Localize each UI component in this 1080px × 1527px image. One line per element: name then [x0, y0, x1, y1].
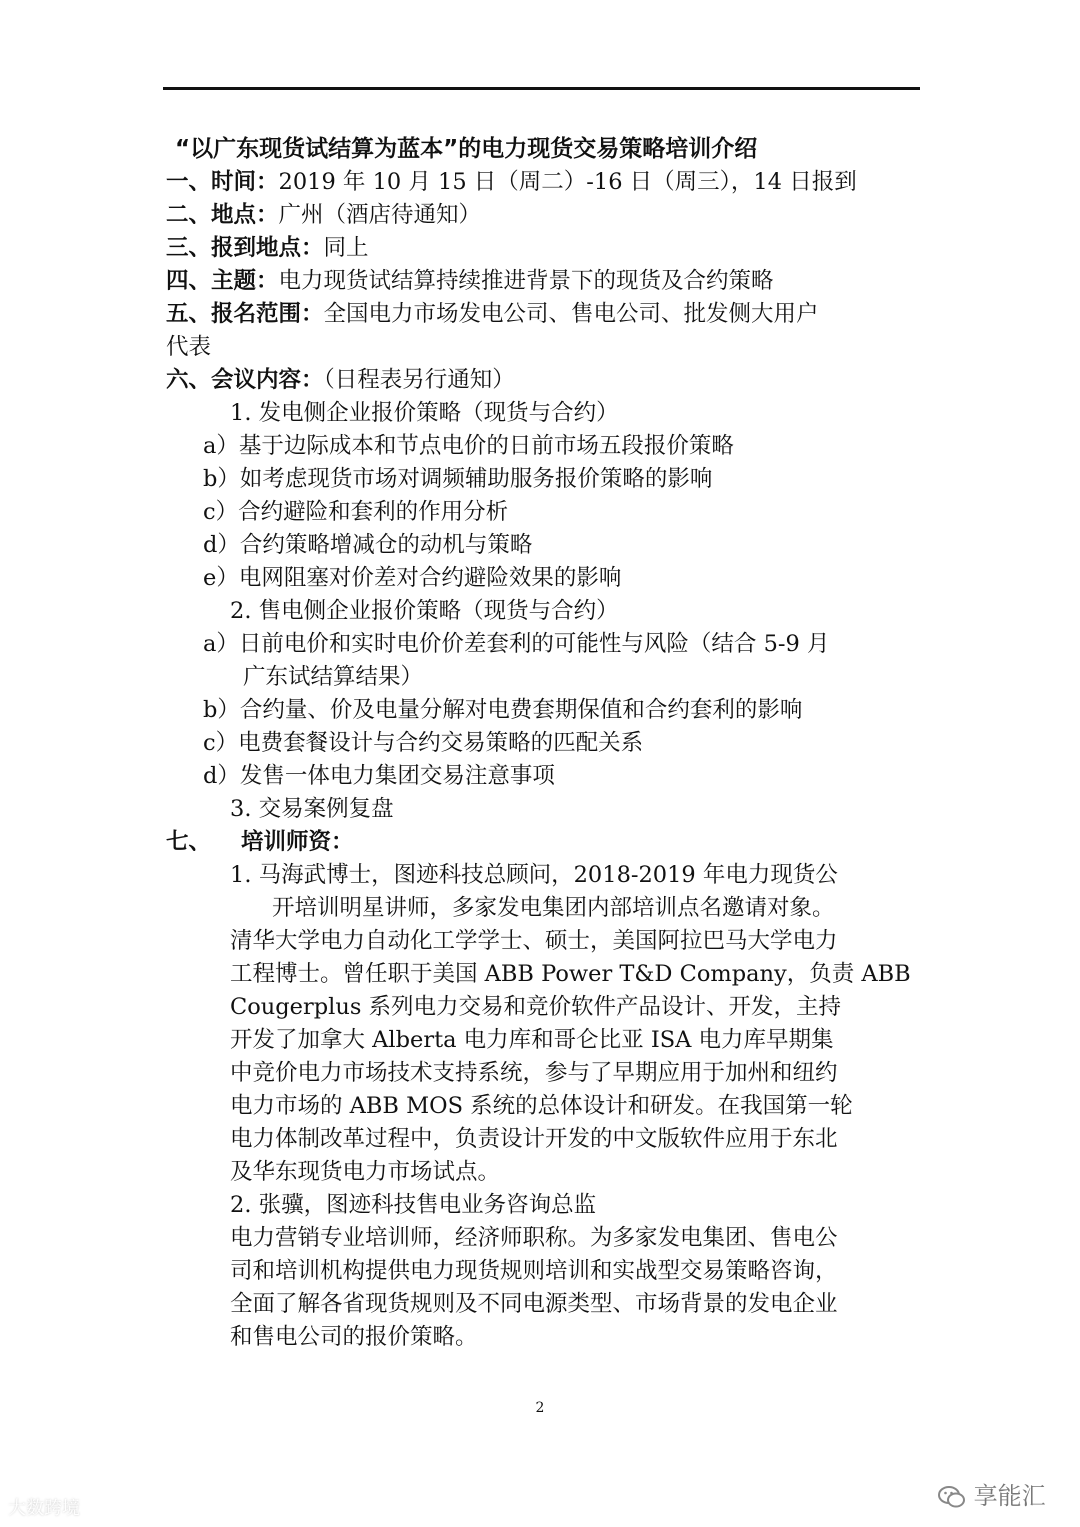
- theme-label: 四、主题：: [166, 268, 279, 294]
- trainer-2-line-4: 全面了解各省现货规则及不同电源类型、市场背景的发电企业: [230, 1291, 838, 1317]
- content-row: [166, 364, 515, 396]
- scope-value: 全国电力市场发电公司、售电公司、批发侧大用户: [323, 301, 819, 327]
- page-number: 2: [535, 1400, 545, 1416]
- time-label: 一、时间：: [166, 169, 279, 195]
- checkin-label: 三、报到地点：: [166, 235, 324, 261]
- section-2-item-b: b）合约量、价及电量分解对电费套期保值和合约套利的影响: [203, 697, 803, 723]
- checkin-row: [166, 232, 369, 264]
- trainer-1-line-10: 及华东现货电力市场试点。: [230, 1159, 501, 1185]
- trainer-row: [166, 826, 354, 858]
- section-3-heading: 3. 交易案例复盘: [230, 796, 394, 822]
- section-1-heading: 1. 发电侧企业报价策略（现货与合约）: [230, 400, 619, 426]
- trainer-1-line-2: 开培训明星讲师，多家发电集团内部培训点名邀请对象。: [272, 895, 835, 921]
- watermark-left-text: 大数跨境: [8, 1498, 80, 1519]
- trainer-1-line-3: 清华大学电力自动化工学学士、硕士，美国阿拉巴马大学电力: [230, 928, 838, 954]
- scope-value-cont: 代表: [166, 334, 212, 360]
- section-2-heading: 2. 售电侧企业报价策略（现货与合约）: [230, 598, 619, 624]
- content-label: 六、会议内容：: [166, 367, 324, 393]
- document-title: “以广东现货试结算为蓝本”的电力现货交易策略培训介绍: [175, 136, 758, 162]
- section-1-item-c: c）合约避险和套利的作用分析: [203, 499, 509, 525]
- place-row: [166, 199, 481, 231]
- scope-label: 五、报名范围：: [166, 301, 324, 327]
- trainer-1-line-8: 电力市场的 ABB MOS 系统的总体设计和研发。在我国第一轮: [230, 1093, 853, 1119]
- time-row: [166, 166, 857, 198]
- trainer-1-line-6: 开发了加拿大 Alberta 电力库和哥仑比亚 ISA 电力库早期集: [230, 1027, 834, 1053]
- place-value: 广州（酒店待通知）: [278, 202, 482, 228]
- section-2-item-c: c）电费套餐设计与合约交易策略的匹配关系: [203, 730, 644, 756]
- wechat-icon: [938, 1484, 966, 1510]
- section-2-item-a-cont: 广东试结算结果）: [243, 664, 424, 690]
- trainer-1-line-9: 电力体制改革过程中，负责设计开发的中文版软件应用于东北: [230, 1126, 838, 1152]
- section-1-item-d: d）合约策略增减仓的动机与策略: [203, 532, 533, 558]
- time-value: 2019 年 10 月 15 日（周二）-16 日（周三），14 日报到: [278, 169, 857, 195]
- trainer-2-line-3: 司和培训机构提供电力现货规则培训和实战型交易策略咨询，: [230, 1258, 838, 1284]
- trainer-2-line-5: 和售电公司的报价策略。: [230, 1324, 478, 1350]
- section-1-item-b: b）如考虑现货市场对调频辅助服务报价策略的影响: [203, 466, 713, 492]
- trainer-2-line-2: 电力营销专业培训师，经济师职称。为多家发电集团、售电公: [230, 1225, 838, 1251]
- section-1-item-a: a）基于边际成本和节点电价的日前市场五段报价策略: [203, 433, 734, 459]
- theme-value: 电力现货试结算持续推进背景下的现货及合约策略: [278, 268, 774, 294]
- trainer-1-line-7: 中竞价电力市场技术支持系统，参与了早期应用于加州和纽约: [230, 1060, 838, 1086]
- watermark-right-text: 享能汇: [973, 1482, 1046, 1510]
- trainer-1-line-5: Cougerplus 系列电力交易和竞价软件产品设计、开发，主持: [230, 994, 842, 1020]
- section-2-item-d: d）发售一体电力集团交易注意事项: [203, 763, 555, 789]
- checkin-value: 同上: [323, 235, 369, 261]
- trainer-label: 培训师资：: [241, 829, 354, 855]
- watermark-right: [938, 1476, 1046, 1511]
- theme-row: [166, 265, 774, 297]
- header-rule: [163, 87, 920, 90]
- watermark-left: [8, 1494, 80, 1520]
- trainer-1-line-4: 工程博士。曾任职于美国 ABB Power T&D Company，负责 ABB: [230, 961, 911, 987]
- trainer-1-line-1: 1. 马海武博士，图迹科技总顾问，2018-2019 年电力现货公: [230, 862, 838, 888]
- trainer-2-line-1: 2. 张骥，图迹科技售电业务咨询总监: [230, 1192, 597, 1218]
- section-1-item-e: e）电网阻塞对价差对合约避险效果的影响: [203, 565, 622, 591]
- trainer-label-num: 七、: [166, 829, 212, 855]
- content-note: （日程表另行通知）: [323, 367, 515, 393]
- scope-row: [166, 298, 819, 330]
- section-2-item-a: a）日前电价和实时电价价差套利的可能性与风险（结合 5-9 月: [203, 631, 830, 657]
- place-label: 二、地点：: [166, 202, 279, 228]
